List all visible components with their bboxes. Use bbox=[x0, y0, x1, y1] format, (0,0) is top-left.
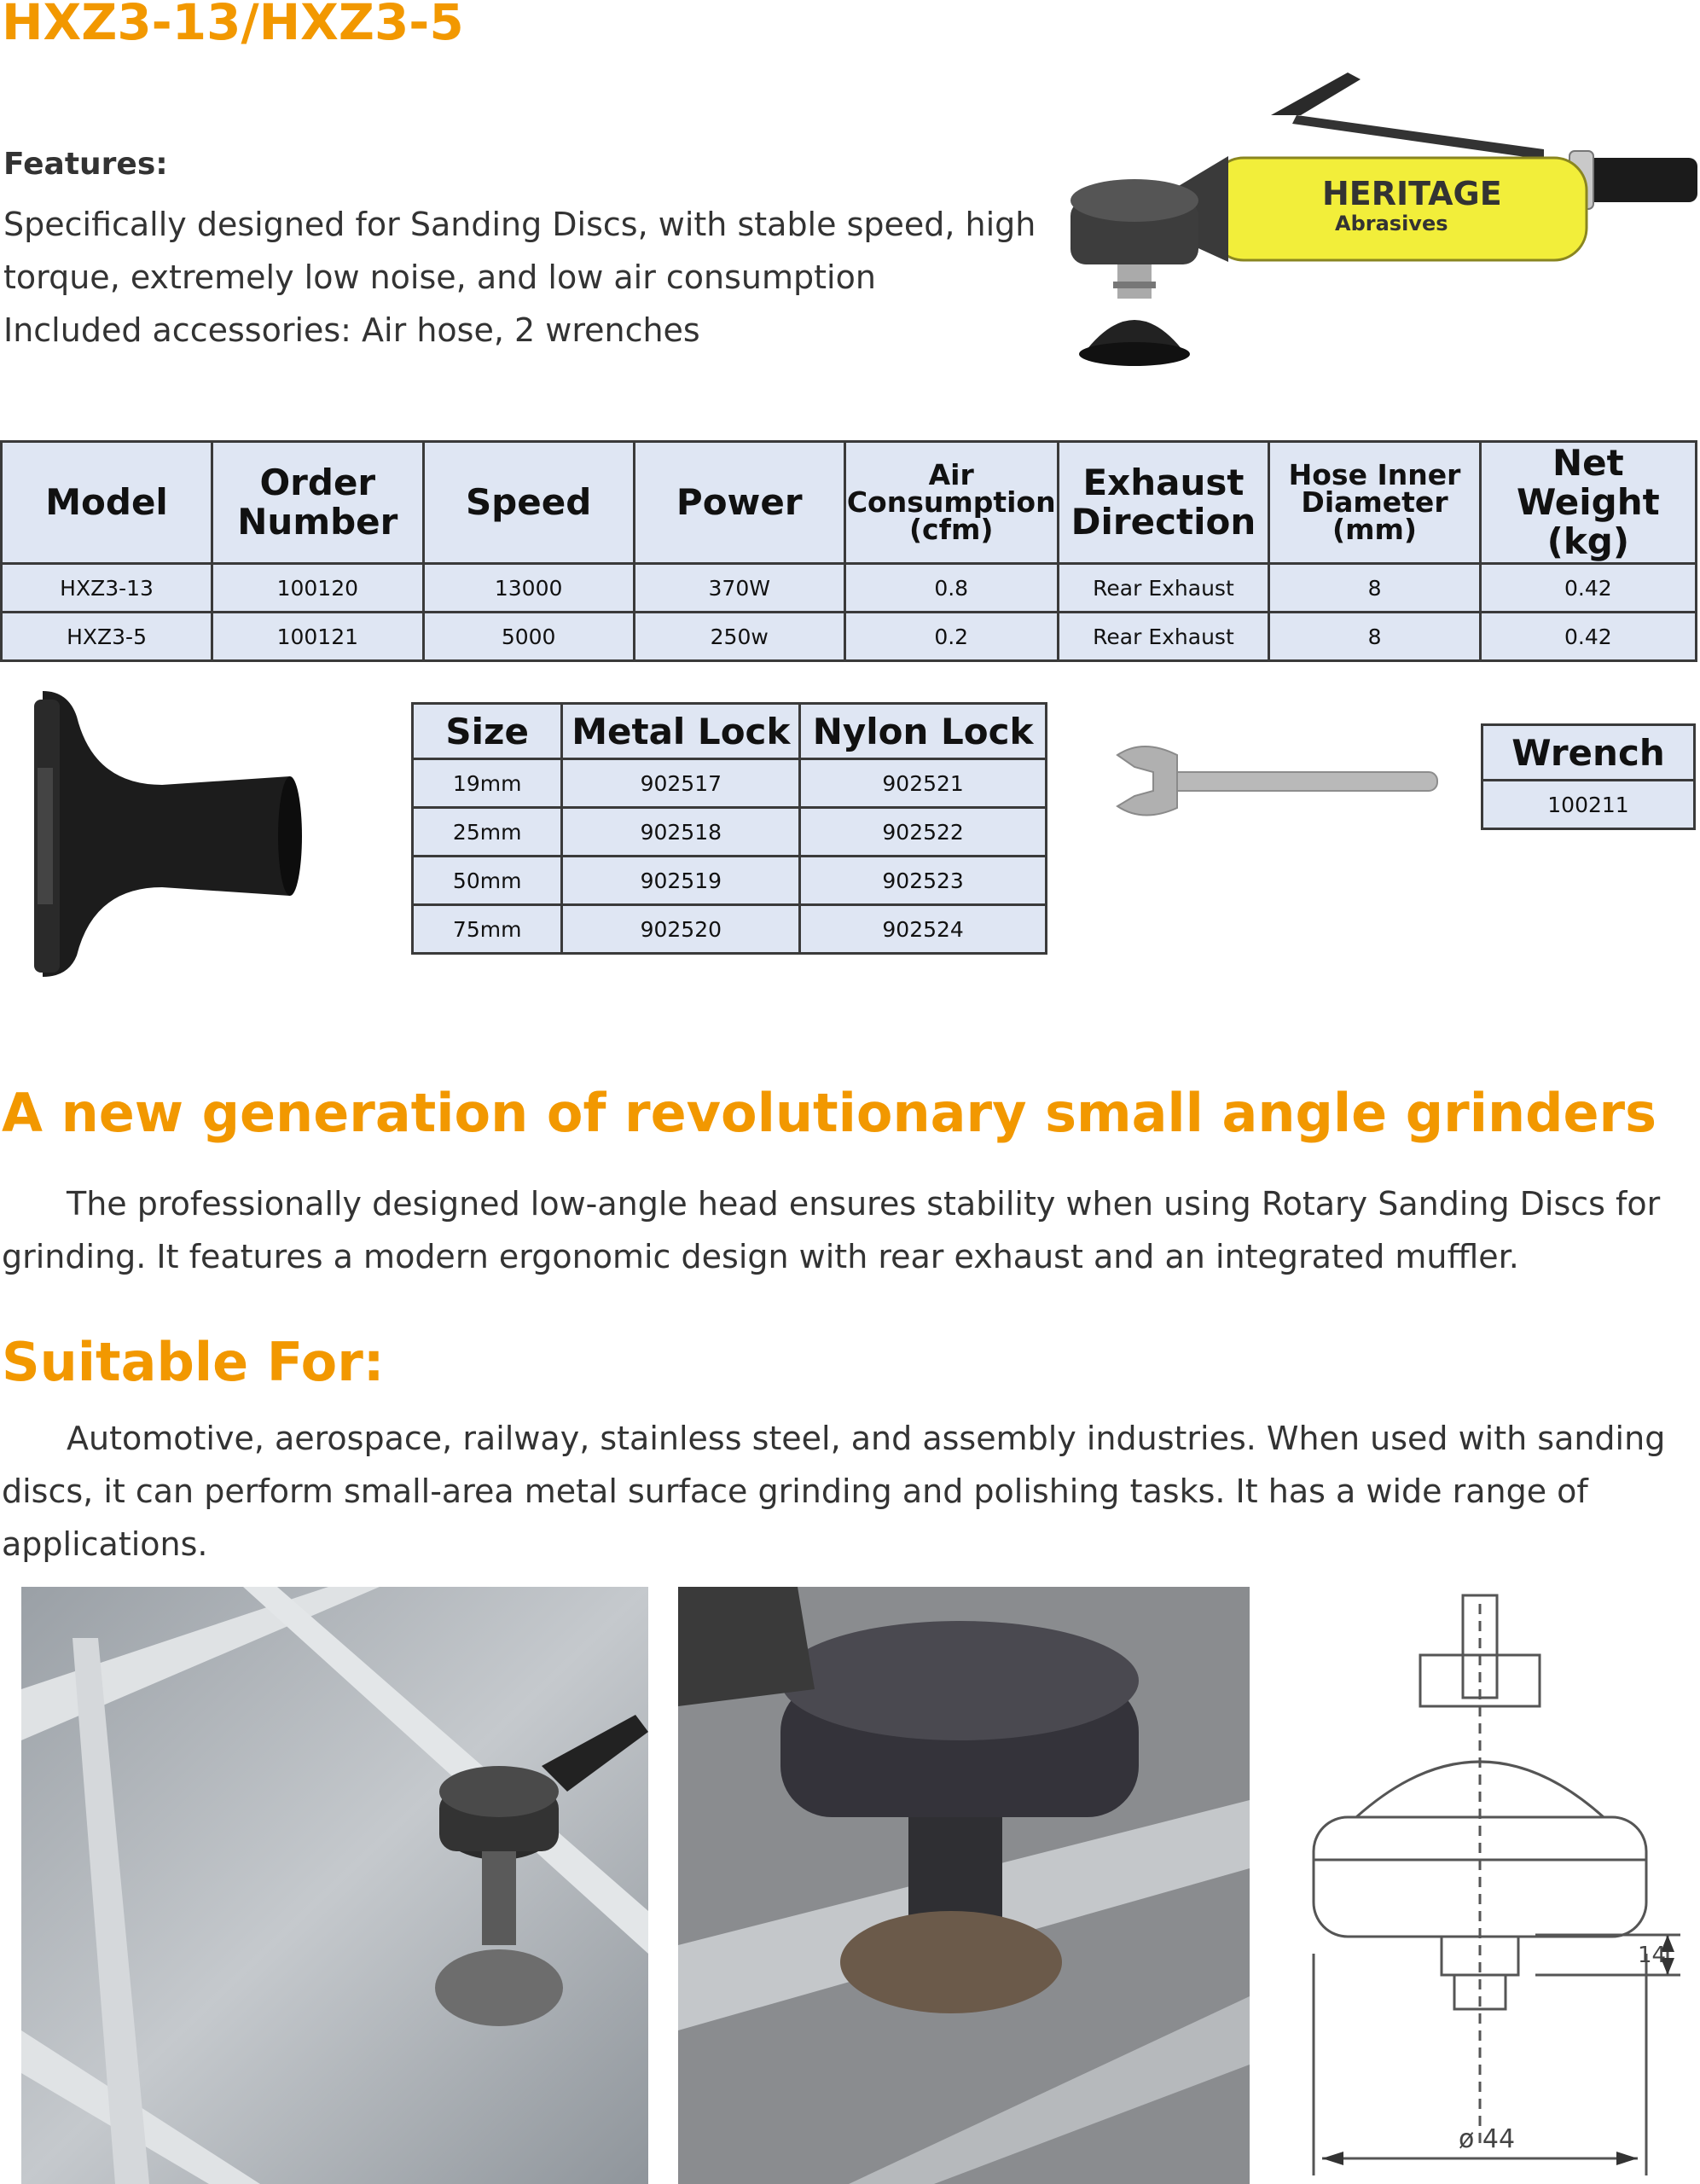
application-photo-1 bbox=[21, 1587, 648, 2184]
header-net-weight: Net Weight (kg) bbox=[1480, 442, 1696, 564]
angle-grinder-image bbox=[1066, 64, 1697, 380]
table-cell: 370W bbox=[634, 564, 844, 613]
brand-logo-text: HERITAGE bbox=[1322, 175, 1502, 212]
brand-logo-subtext: Abrasives bbox=[1335, 212, 1448, 235]
holder-table bbox=[411, 702, 1047, 955]
table-cell: 100211 bbox=[1482, 781, 1695, 829]
technical-drawing bbox=[1279, 1587, 1700, 2184]
features-heading: Features: bbox=[3, 147, 168, 182]
header-metal-lock: Metal Lock bbox=[562, 704, 800, 759]
holder-table-header bbox=[413, 704, 1047, 759]
header-exhaust-direction: Exhaust Direction bbox=[1058, 442, 1269, 564]
table-cell: 0.8 bbox=[844, 564, 1058, 613]
features-line-3: Included accessories: Air hose, 2 wrenches bbox=[3, 311, 700, 349]
header-speed: Speed bbox=[423, 442, 634, 564]
table-cell: 902520 bbox=[562, 905, 800, 954]
table-cell: 5000 bbox=[423, 613, 634, 661]
table-cell: Rear Exhaust bbox=[1058, 564, 1269, 613]
table-cell: 100121 bbox=[212, 613, 423, 661]
section-text-suitable-for: Automotive, aerospace, railway, stainless steel, and assembly industries. When used with sanding discs, it can perform small-area metal surface grinding and polishing tasks. It has a wide range of applications. bbox=[2, 1420, 1666, 1563]
header-size: Size bbox=[413, 704, 562, 759]
table-cell: 25mm bbox=[413, 808, 562, 857]
table-cell: 75mm bbox=[413, 905, 562, 954]
table-cell: HXZ3-5 bbox=[2, 613, 212, 661]
header-hose-diameter: Hose Inner Diameter (mm) bbox=[1269, 442, 1480, 564]
table-cell: Rear Exhaust bbox=[1058, 613, 1269, 661]
table-cell: 19mm bbox=[413, 759, 562, 808]
wrench-table-header bbox=[1482, 725, 1695, 781]
table-row bbox=[413, 759, 1047, 808]
table-cell: 902521 bbox=[800, 759, 1047, 808]
features-line-1: Specifically designed for Sanding Discs, with stable speed, high bbox=[3, 206, 1036, 243]
table-cell: 902524 bbox=[800, 905, 1047, 954]
spec-table bbox=[0, 440, 1697, 662]
section-title-grinders: A new generation of revolutionary small angle grinders bbox=[2, 1082, 1657, 1144]
table-row bbox=[413, 905, 1047, 954]
page-title: HXZ3-13/HXZ3-5 bbox=[2, 0, 464, 51]
application-photo-2 bbox=[678, 1587, 1250, 2184]
features-line-2: torque, extremely low noise, and low air consumption bbox=[3, 258, 876, 296]
disc-holder-image bbox=[26, 682, 307, 981]
table-cell: 50mm bbox=[413, 857, 562, 905]
wrench-table bbox=[1481, 723, 1696, 830]
spec-table-header bbox=[2, 442, 1697, 564]
table-row bbox=[413, 857, 1047, 905]
table-cell: 0.42 bbox=[1480, 564, 1696, 613]
header-air-consumption: Air Consumption (cfm) bbox=[844, 442, 1058, 564]
table-row bbox=[1482, 781, 1695, 829]
table-cell: 8 bbox=[1269, 613, 1480, 661]
table-cell: 902517 bbox=[562, 759, 800, 808]
table-cell: 0.2 bbox=[844, 613, 1058, 661]
section-title-suitable-for: Suitable For: bbox=[2, 1331, 385, 1393]
table-cell: 902519 bbox=[562, 857, 800, 905]
header-power: Power bbox=[634, 442, 844, 564]
table-row bbox=[2, 613, 1697, 661]
table-cell: 902522 bbox=[800, 808, 1047, 857]
table-cell: HXZ3-13 bbox=[2, 564, 212, 613]
header-nylon-lock: Nylon Lock bbox=[800, 704, 1047, 759]
dimension-height-label: 14 bbox=[1638, 1943, 1667, 1968]
header-order-number: Order Number bbox=[212, 442, 423, 564]
table-cell: 902523 bbox=[800, 857, 1047, 905]
table-cell: 902518 bbox=[562, 808, 800, 857]
header-model: Model bbox=[2, 442, 212, 564]
table-row bbox=[2, 564, 1697, 613]
table-cell: 13000 bbox=[423, 564, 634, 613]
header-wrench: Wrench bbox=[1482, 725, 1695, 781]
table-row bbox=[413, 808, 1047, 857]
table-cell: 100120 bbox=[212, 564, 423, 613]
table-cell: 250w bbox=[634, 613, 844, 661]
table-cell: 0.42 bbox=[1480, 613, 1696, 661]
section-text-grinders: The professionally designed low-angle head ensures stability when using Rotary Sanding Discs for grinding. It features a modern ergonomic design with rear exhaust and an integrated muffler. bbox=[2, 1185, 1661, 1275]
wrench-image bbox=[1109, 738, 1442, 823]
dimension-diameter-label: ø 44 bbox=[1459, 2124, 1516, 2154]
table-cell: 8 bbox=[1269, 564, 1480, 613]
